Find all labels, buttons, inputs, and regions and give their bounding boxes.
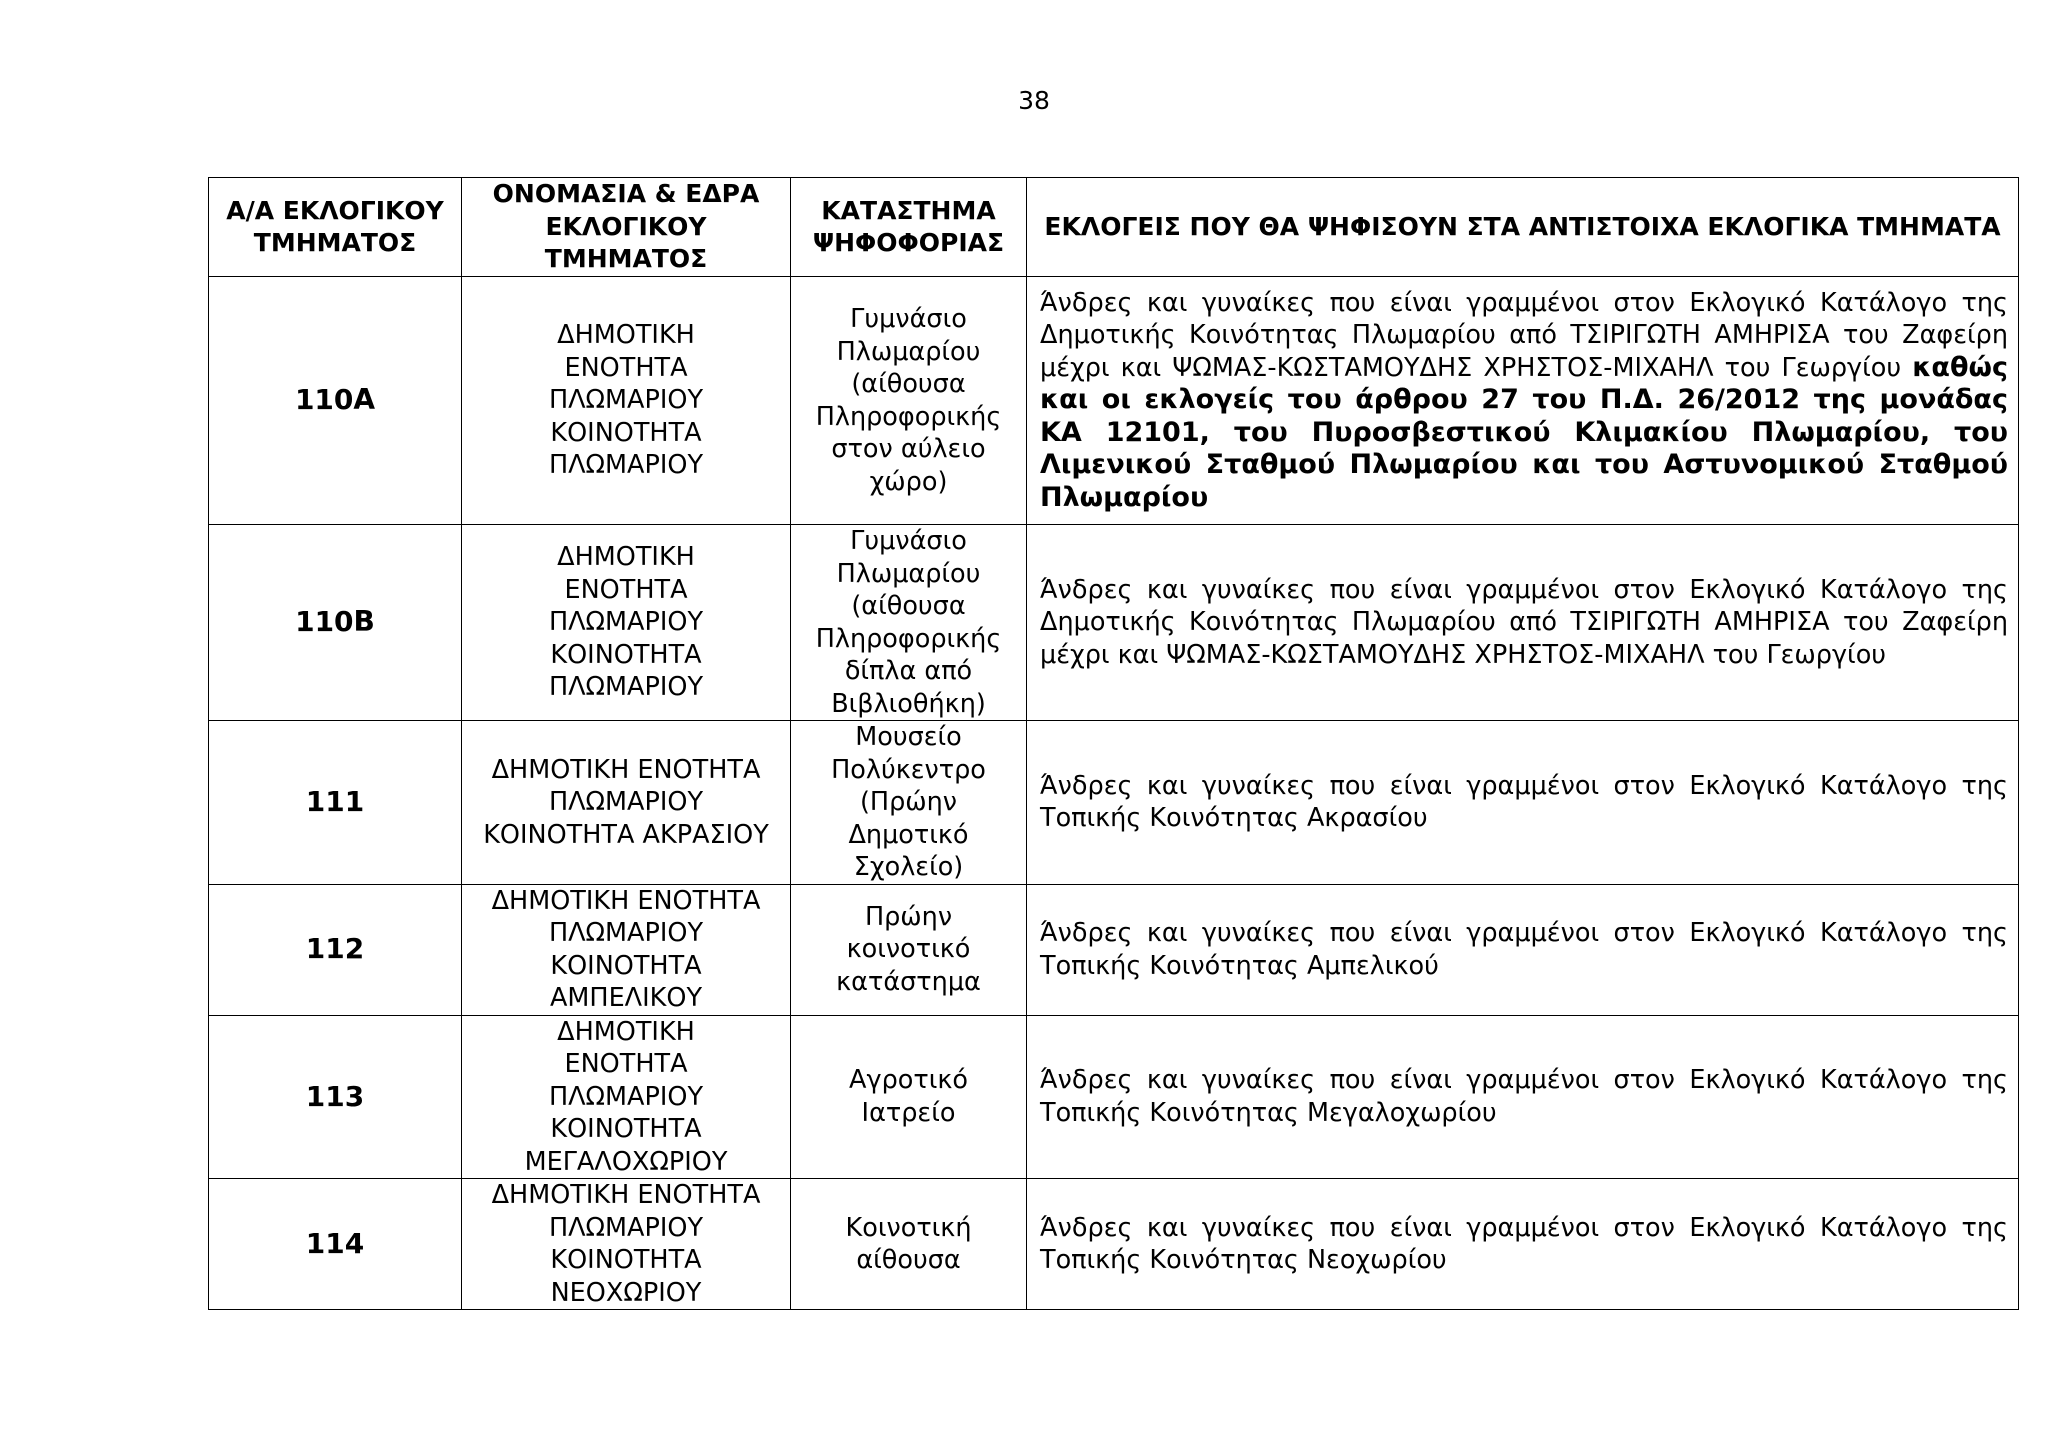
polling-stations-table: [208, 177, 2019, 1310]
cell-name: ΔΗΜΟΤΙΚΗ ΕΝΟΤΗΤΑ ΠΛΩΜΑΡΙΟΥ ΚΟΙΝΟΤΗΤΑ ΑΜΠΕΛΙΚΟΥ: [462, 884, 791, 1015]
voters-text: Άνδρες και γυναίκες που είναι γραμμένοι στον Εκλογικό Κατάλογο της Δημοτικής Κοινότητας Πλωμαρίου από ΤΣΙΡΙΓΩΤΗ ΑΜΗΡΙΣΑ του Ζαφείρη μέχρι και ΨΩΜΑΣ-ΚΩΣΤΑΜΟΥΔΗΣ ΧΡΗΣΤΟΣ-ΜΙΧΑΗΛ του Γεωργίου: [1040, 287, 2008, 383]
header-store: ΚΑΤΑΣΤΗΜΑ ΨΗΦΟΦΟΡΙΑΣ: [791, 178, 1027, 277]
cell-store: Αγροτικό Ιατρείο: [791, 1015, 1027, 1179]
cell-store: Μουσείο Πολύκεντρο (Πρώην Δημοτικό Σχολείο): [791, 721, 1027, 885]
table-row: [209, 277, 2019, 525]
header-aa: Α/Α ΕΚΛΟΓΙΚΟΥ ΤΜΗΜΑΤΟΣ: [209, 178, 462, 277]
page-number: 38: [1018, 86, 1050, 115]
cell-aa: 113: [209, 1015, 462, 1179]
header-name: ΟΝΟΜΑΣΙΑ & ΕΔΡΑ ΕΚΛΟΓΙΚΟΥ ΤΜΗΜΑΤΟΣ: [462, 178, 791, 277]
table-row: [209, 525, 2019, 721]
voters-bold-text: καθώς και οι εκλογείς του άρθρου 27 του Π.Δ. 26/2012 της μονάδας ΚΑ 12101, του Πυροσβεστικού Κλιμακίου Πλωμαρίου, του Λιμενικού Σταθμού Πλωμαρίου και του Αστυνομικού Σταθμού Πλωμαρίου: [1040, 351, 2009, 513]
cell-aa: 114: [209, 1179, 462, 1310]
cell-voters: Άνδρες και γυναίκες που είναι γραμμένοι στον Εκλογικό Κατάλογο της Τοπικής Κοινότητας Ακρασίου: [1027, 721, 2019, 885]
cell-aa: 110Β: [209, 525, 462, 721]
cell-store: Γυμνάσιο Πλωμαρίου (αίθουσα Πληροφορικής στον αύλειο χώρο): [791, 277, 1027, 525]
cell-name: ΔΗΜΟΤΙΚΗ ΕΝΟΤΗΤΑ ΠΛΩΜΑΡΙΟΥ ΚΟΙΝΟΤΗΤΑ ΠΛΩΜΑΡΙΟΥ: [462, 277, 791, 525]
table-row: [209, 884, 2019, 1015]
cell-store: Κοινοτική αίθουσα: [791, 1179, 1027, 1310]
cell-voters: Άνδρες και γυναίκες που είναι γραμμένοι στον Εκλογικό Κατάλογο της Τοπικής Κοινότητας Αμπελικού: [1027, 884, 2019, 1015]
cell-aa: 110Α: [209, 277, 462, 525]
cell-store: Πρώην κοινοτικό κατάστημα: [791, 884, 1027, 1015]
table-row: [209, 1179, 2019, 1310]
cell-name: ΔΗΜΟΤΙΚΗ ΕΝΟΤΗΤΑ ΠΛΩΜΑΡΙΟΥ ΚΟΙΝΟΤΗΤΑ ΜΕΓΑΛΟΧΩΡΙΟΥ: [462, 1015, 791, 1179]
cell-aa: 111: [209, 721, 462, 885]
cell-voters: Άνδρες και γυναίκες που είναι γραμμένοι στον Εκλογικό Κατάλογο της Τοπικής Κοινότητας Μεγαλοχωρίου: [1027, 1015, 2019, 1179]
cell-store: Γυμνάσιο Πλωμαρίου (αίθουσα Πληροφορικής δίπλα από Βιβλιοθήκη): [791, 525, 1027, 721]
cell-name: ΔΗΜΟΤΙΚΗ ΕΝΟΤΗΤΑ ΠΛΩΜΑΡΙΟΥ ΚΟΙΝΟΤΗΤΑ ΝΕΟΧΩΡΙΟΥ: [462, 1179, 791, 1310]
cell-aa: 112: [209, 884, 462, 1015]
cell-name: ΔΗΜΟΤΙΚΗ ΕΝΟΤΗΤΑ ΠΛΩΜΑΡΙΟΥ ΚΟΙΝΟΤΗΤΑ ΑΚΡΑΣΙΟΥ: [462, 721, 791, 885]
header-voters: ΕΚΛΟΓΕΙΣ ΠΟΥ ΘΑ ΨΗΦΙΣΟΥΝ ΣΤΑ ΑΝΤΙΣΤΟΙΧΑ ΕΚΛΟΓΙΚΑ ΤΜΗΜΑΤΑ: [1027, 178, 2019, 277]
table-header-row: [209, 178, 2019, 277]
table-row: [209, 721, 2019, 885]
cell-voters: Άνδρες και γυναίκες που είναι γραμμένοι στον Εκλογικό Κατάλογο της Τοπικής Κοινότητας Νεοχωρίου: [1027, 1179, 2019, 1310]
cell-voters: Άνδρες και γυναίκες που είναι γραμμένοι στον Εκλογικό Κατάλογο της Δημοτικής Κοινότητας Πλωμαρίου από ΤΣΙΡΙΓΩΤΗ ΑΜΗΡΙΣΑ του Ζαφείρη μέχρι και ΨΩΜΑΣ-ΚΩΣΤΑΜΟΥΔΗΣ ΧΡΗΣΤΟΣ-ΜΙΧΑΗΛ του Γεωργίου: [1027, 525, 2019, 721]
cell-voters: [1027, 277, 2019, 525]
table-row: [209, 1015, 2019, 1179]
cell-name: ΔΗΜΟΤΙΚΗ ΕΝΟΤΗΤΑ ΠΛΩΜΑΡΙΟΥ ΚΟΙΝΟΤΗΤΑ ΠΛΩΜΑΡΙΟΥ: [462, 525, 791, 721]
